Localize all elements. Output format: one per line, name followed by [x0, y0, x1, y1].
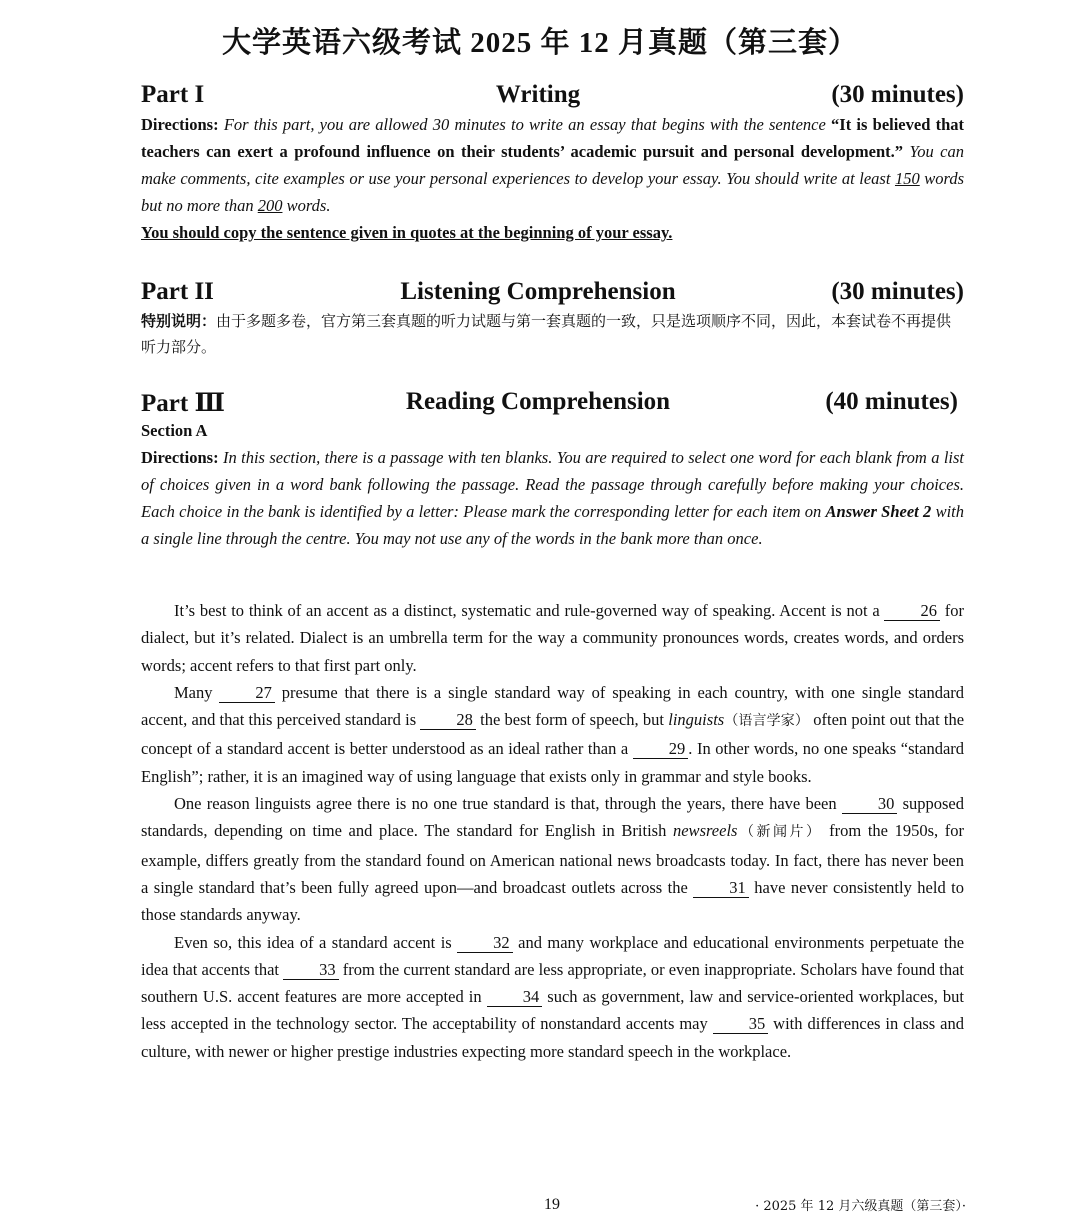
part3-section	[141, 388, 964, 552]
part2-note-label: 特别说明：	[141, 312, 217, 330]
page-number: 19	[544, 1196, 560, 1213]
part2-header	[141, 278, 964, 308]
passage-paragraph-4	[141, 929, 964, 1065]
passage-paragraph-1	[141, 597, 964, 679]
part1-dir-text1: For this part, you are allowed 30 minutes to write an essay that begins with the sentence	[223, 115, 826, 134]
part2-note-text: 由于多题多卷，官方第三套真题的听力试题与第一套真题的一致，只是选项顺序不同，因此，本套试卷不再提供听力部分。	[141, 312, 952, 356]
part3-answer-sheet: Answer Sheet 2	[825, 502, 932, 521]
part1-min-words: 150	[894, 169, 920, 188]
passage-text: from the 1950s, for example, differs greatly from the standard found on American national news broadcasts today. In fact, there has never been a single standard that’s been fully agreed upon—and broadcast outlets across the	[141, 821, 965, 897]
part1-header	[141, 81, 964, 111]
blank-34: 34	[487, 988, 543, 1007]
part3-dir-text2: with a single line through the centre. You may not use any of the words in the bank more than once.	[141, 502, 965, 548]
passage-text: often point out that the concept of a standard accent is better understood as an ideal rather than a	[141, 710, 965, 759]
part3-label: Part Ⅲ	[141, 390, 225, 417]
part1-dir-label: Directions:	[141, 115, 219, 134]
page-title: 大学英语六级考试 2025 年 12 月真题（第三套）	[221, 27, 858, 59]
part3-directions	[141, 444, 964, 552]
part2-note	[141, 308, 964, 360]
blank-32: 32	[457, 934, 513, 953]
part3-name: Reading Comprehension	[405, 388, 671, 415]
part1-dir-text2: You can make comments, cite examples or use your personal experiences to develop your essay. You should write at least	[141, 142, 964, 188]
gloss-translation: （语言学家）	[724, 713, 810, 730]
part2-label: Part II	[141, 278, 214, 305]
part1-name: Writing	[495, 81, 581, 108]
part1-time: (30 minutes)	[831, 81, 964, 108]
blank-31: 31	[693, 879, 749, 898]
running-footer: · 2025 年 12 月六级真题（第三套）·	[755, 1199, 966, 1214]
passage-text: presume that there is a single standard way of speaking in each country, with one single standard accent, and that this perceived standard is	[141, 682, 965, 730]
passage-paragraph-3	[141, 790, 964, 928]
blank-29: 29	[633, 740, 689, 759]
part1-dir-text4: words.	[286, 196, 331, 215]
blank-35: 35	[713, 1015, 769, 1034]
part1-section	[141, 81, 964, 246]
part1-dir-text3: words but no more than	[141, 169, 965, 215]
reading-passage	[141, 597, 964, 1065]
passage-text: the best form of speech, but	[480, 710, 665, 730]
blank-33: 33	[283, 961, 339, 980]
blank-28: 28	[420, 711, 476, 730]
passage-text: One reason linguists agree there is no one true standard is that, through the years, there have been	[174, 794, 837, 814]
passage-text: for dialect, but it’s related. Dialect is an umbrella term for the way a community pronounces words, creates words, and orders words; accent refers to that first part only.	[141, 601, 964, 675]
blank-26: 26	[884, 602, 940, 621]
part3-dir-label: Directions:	[141, 448, 219, 467]
part2-section	[141, 278, 964, 360]
part1-dir-quote: “It is believed that teachers can exert a profound influence on their students’ academic pursuit and personal development.”	[141, 115, 965, 161]
part3-time: (40 minutes)	[825, 388, 958, 415]
blank-27: 27	[219, 684, 275, 703]
passage-text: with differences in class and culture, with newer or higher prestige industries expecting more standard speech in the workplace.	[141, 1014, 965, 1061]
passage-text: such as government, law and service-oriented workplaces, but less accepted in the technology sector. The acceptability of nonstandard accents may	[141, 987, 964, 1034]
part1-label: Part I	[141, 81, 205, 108]
part2-name: Listening Comprehension	[400, 278, 676, 305]
gloss-term: linguists	[668, 710, 725, 730]
passage-text: from the current standard are less appropriate, or even inappropriate. Scholars have found that southern U.S. accent features are more accepted in	[141, 959, 964, 1007]
part1-max-words: 200	[257, 196, 283, 215]
passage-paragraph-2	[141, 679, 964, 790]
passage-text: . In other words, no one speaks “standard English”; rather, it is an imagined way of using language that exists only in grammar and style books.	[141, 739, 965, 786]
passage-text: Many	[174, 682, 213, 702]
passage-text: and many workplace and educational environments perpetuate the idea that accents that	[141, 932, 965, 979]
part3-dir-text1: In this section, there is a passage with ten blanks. You are required to select one word for each blank from a list of choices given in a word bank following the passage. Read the passage through carefully before making your choices. Each choice in the bank is identified by a letter: Please mark the corresponding letter for each item on	[141, 448, 964, 521]
part1-copy-note-line	[141, 219, 964, 246]
part2-time: (30 minutes)	[831, 278, 964, 305]
passage-text: Even so, this idea of a standard accent is	[174, 932, 452, 952]
passage-text: have never consistently held to those standards anyway.	[141, 877, 965, 925]
blank-30: 30	[842, 795, 898, 814]
gloss-translation: （新闻片）	[737, 824, 823, 841]
part3-section-title: Section A	[141, 421, 208, 440]
passage-text: supposed standards, depending on time and place. The standard for English in British	[141, 794, 964, 841]
part1-copy-note: You should copy the sentence given in quotes at the beginning of your essay.	[141, 223, 673, 242]
gloss-term: newsreels	[672, 821, 738, 841]
part1-directions	[141, 111, 964, 219]
passage-text: It’s best to think of an accent as a distinct, systematic and rule-governed way of speaking. Accent is not a	[174, 601, 880, 620]
part3-header	[141, 388, 964, 418]
